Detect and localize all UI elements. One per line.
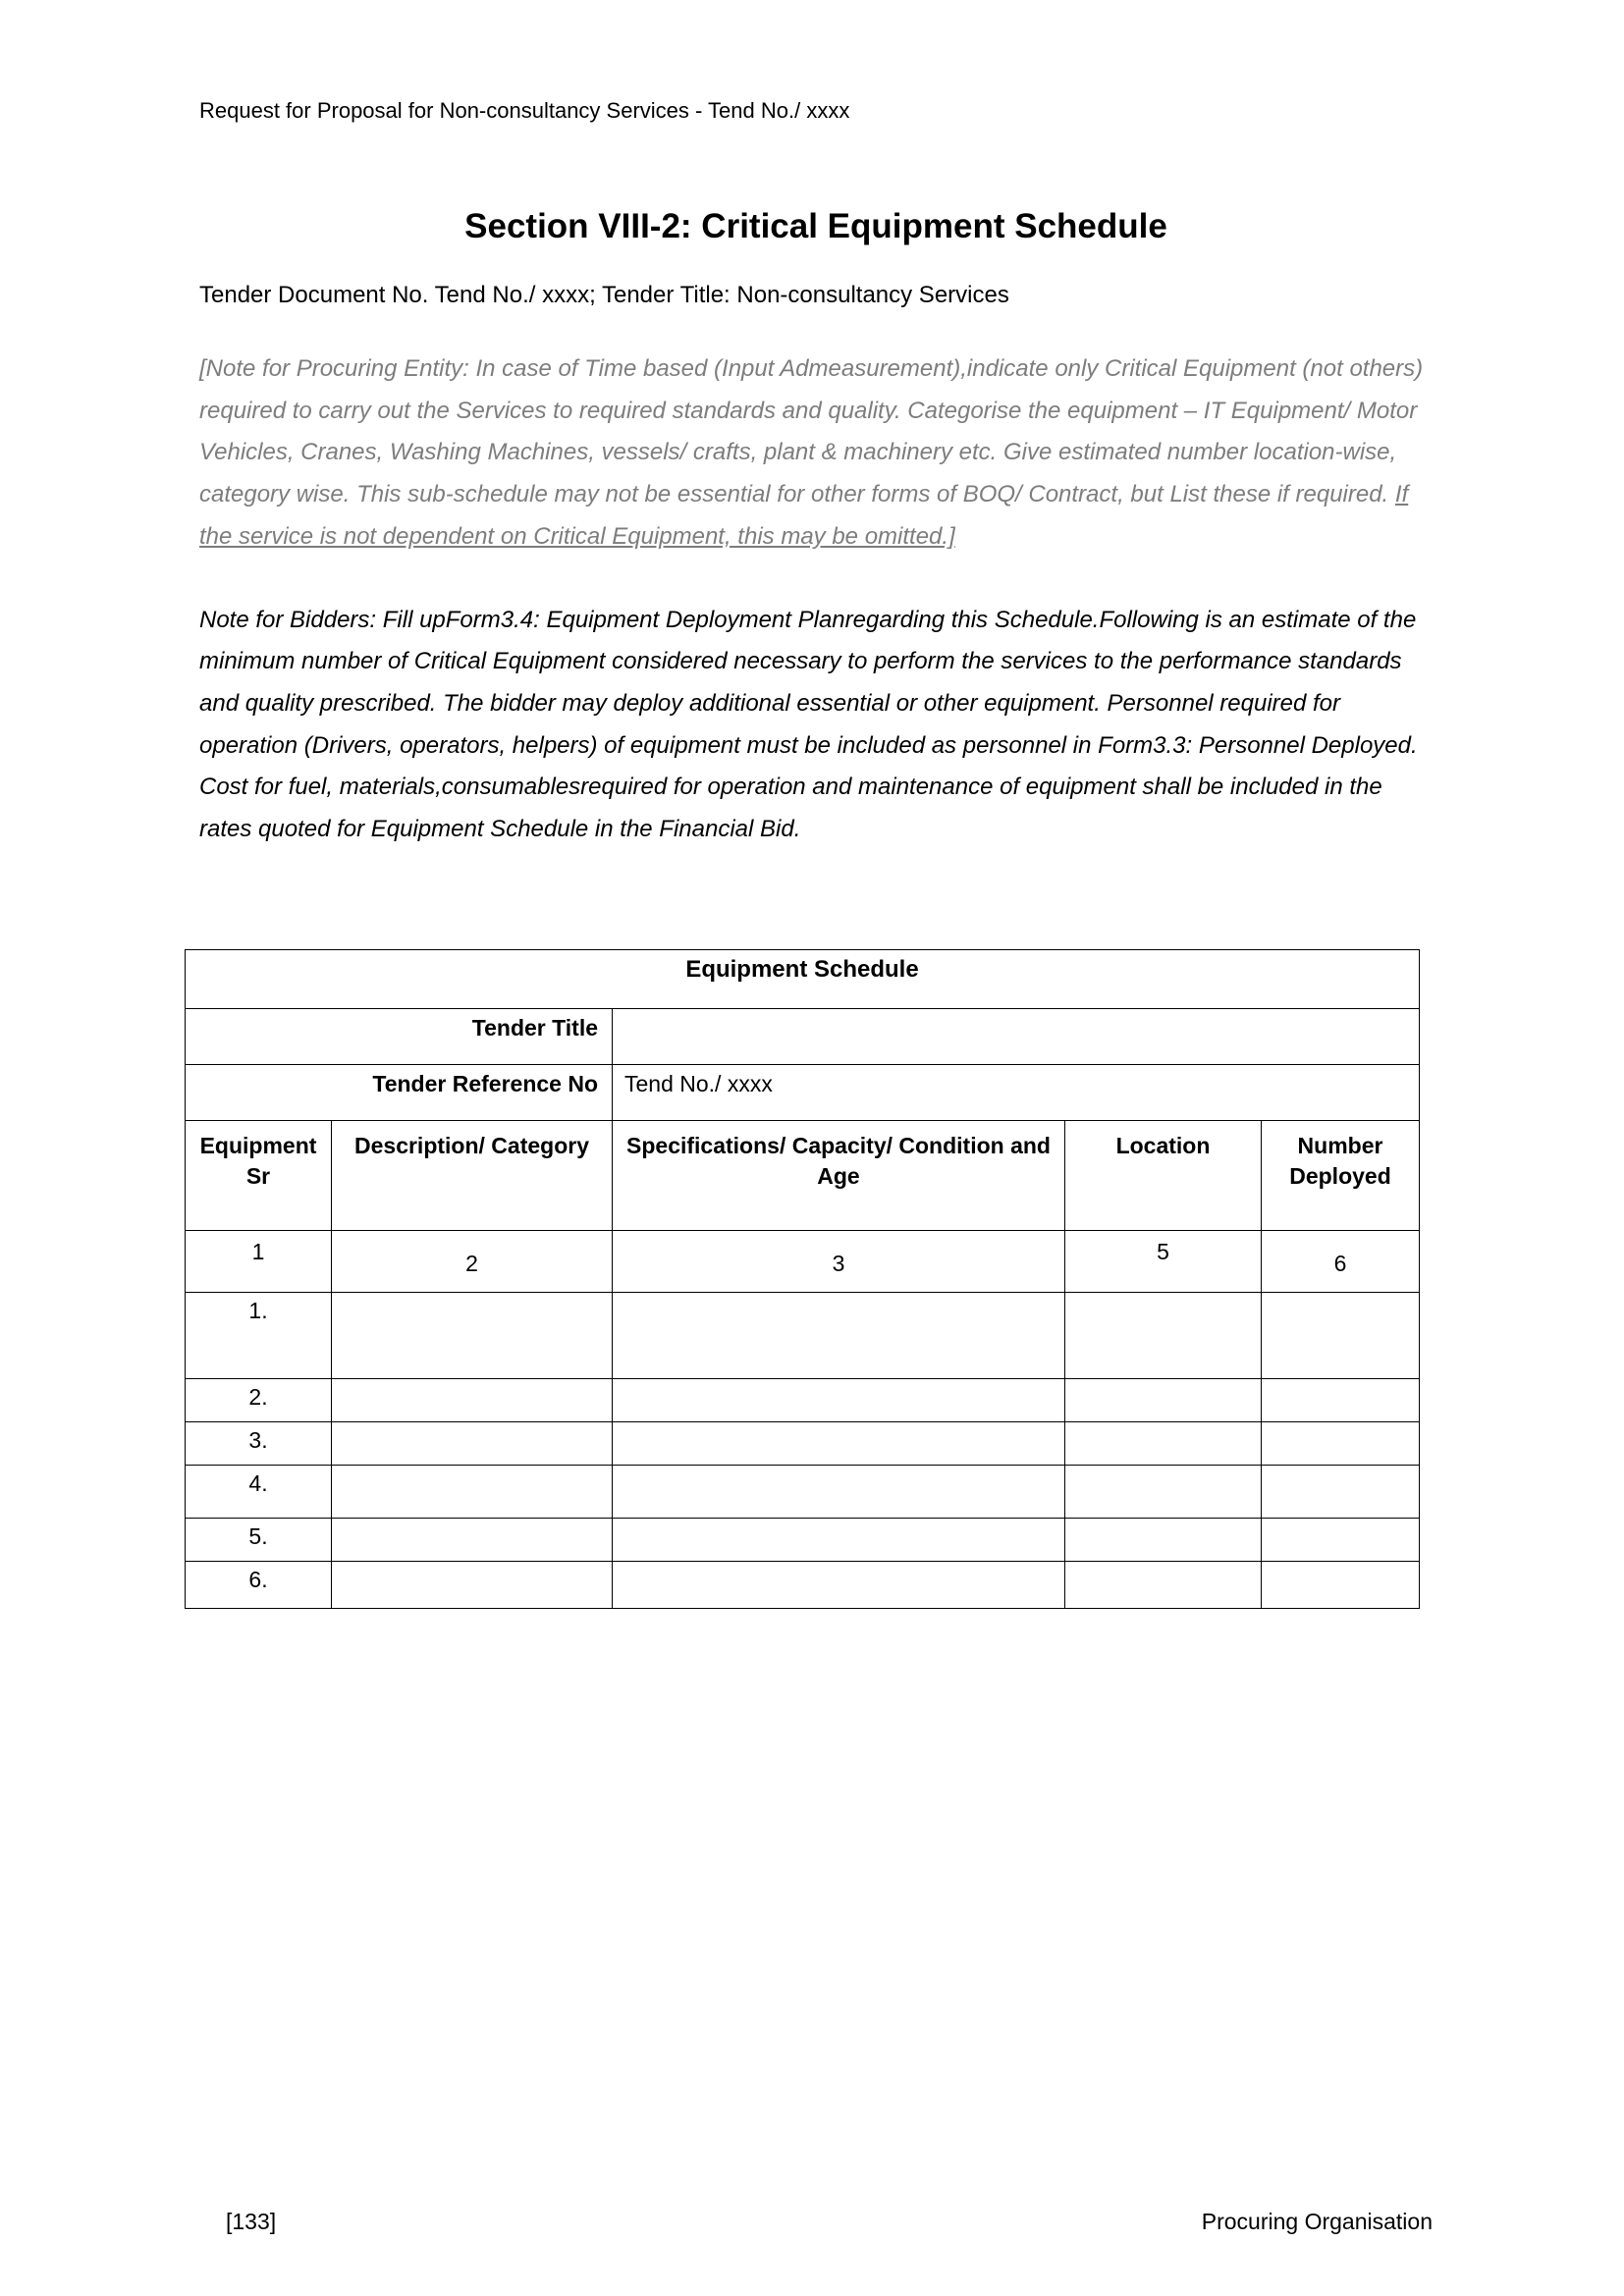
procuring-note-underlined-text: If the service is not dependent on Critical Equipment, this may be omitted.] xyxy=(199,481,1409,550)
column-header-description-category: Description/ Category xyxy=(332,1120,613,1230)
tender-title-row xyxy=(186,1008,1420,1064)
column-number: 3 xyxy=(613,1230,1065,1292)
column-header-number-deployed: Number Deployed xyxy=(1262,1120,1420,1230)
running-header: Request for Proposal for Non-consultancy Services - Tend No./ xxxx xyxy=(199,98,850,123)
tender-title-value xyxy=(613,1008,1420,1064)
tender-reference-value: Tend No./ xxxx xyxy=(613,1064,1420,1120)
column-number: 5 xyxy=(1065,1230,1262,1292)
row-number-cell: 5. xyxy=(186,1518,332,1561)
empty-cell xyxy=(332,1465,613,1518)
table-row xyxy=(186,1421,1420,1465)
row-number-cell: 6. xyxy=(186,1561,332,1608)
page-footer xyxy=(185,2209,1433,2235)
table-title-row xyxy=(186,949,1420,1008)
footer-page-number: [133] xyxy=(226,2209,277,2234)
empty-cell xyxy=(332,1518,613,1561)
equipment-schedule-table xyxy=(185,949,1420,1609)
empty-cell xyxy=(1065,1378,1262,1421)
empty-cell xyxy=(1262,1292,1420,1378)
row-number-cell: 1. xyxy=(186,1292,332,1378)
empty-cell xyxy=(613,1421,1065,1465)
empty-cell xyxy=(613,1518,1065,1561)
tender-title-label: Tender Title xyxy=(186,1008,613,1064)
empty-cell xyxy=(332,1292,613,1378)
empty-cell xyxy=(332,1378,613,1421)
empty-cell xyxy=(1262,1518,1420,1561)
column-header-row xyxy=(186,1120,1420,1230)
table-row xyxy=(186,1465,1420,1518)
procuring-note-text: [Note for Procuring Entity: In case of Time based (Input Admeasurement),indicate only Critical Equipment (not others) required to carry out the Services to required standards and quality. Categorise the equipment – IT Equipment/ Motor Vehicles, Cranes, Washing Machines, vessels/ crafts, plant & machinery etc. Give estimated number location-wise, category wise. This sub-schedule may not be essential for other forms of BOQ/ Contract, but List these if required. xyxy=(199,355,1424,508)
table-row xyxy=(186,1292,1420,1378)
column-number: 2 xyxy=(332,1230,613,1292)
table-row xyxy=(186,1378,1420,1421)
empty-cell xyxy=(1065,1421,1262,1465)
procuring-entity-note xyxy=(199,348,1433,559)
row-number-cell: 2. xyxy=(186,1378,332,1421)
column-header-location: Location xyxy=(1065,1120,1262,1230)
row-number-cell: 4. xyxy=(186,1465,332,1518)
column-header-specifications: Specifications/ Capacity/ Condition and Age xyxy=(613,1120,1065,1230)
footer-org-name: Procuring Organisation xyxy=(1201,2209,1433,2234)
bidders-note: Note for Bidders: Fill upForm3.4: Equipment Deployment Planregarding this Schedule.Following is an estimate of the minimum number of Critical Equipment considered necessary to perform the services to the performance standards and quality prescribed. The bidder may deploy additional essential or other equipment. Personnel required for operation (Drivers, operators, helpers) of equipment must be included as personnel in Form3.3: Personnel Deployed. Cost for fuel, materials,consumablesrequired for operation and maintenance of equipment shall be included in the rates quoted for Equipment Schedule in the Financial Bid. xyxy=(199,606,1418,843)
empty-cell xyxy=(332,1561,613,1608)
empty-cell xyxy=(1065,1292,1262,1378)
tender-reference-row xyxy=(186,1064,1420,1120)
column-header-equipment-sr: Equipment Sr xyxy=(186,1120,332,1230)
section-title: Section VIII-2: Critical Equipment Schedule xyxy=(464,207,1167,245)
empty-cell xyxy=(1065,1518,1262,1561)
empty-cell xyxy=(613,1465,1065,1518)
column-number-row xyxy=(186,1230,1420,1292)
column-number: 6 xyxy=(1262,1230,1420,1292)
tender-reference-label: Tender Reference No xyxy=(186,1064,613,1120)
tender-subtitle: Tender Document No. Tend No./ xxxx; Tender Title: Non-consultancy Services xyxy=(199,282,1009,308)
empty-cell xyxy=(1262,1465,1420,1518)
empty-cell xyxy=(1262,1561,1420,1608)
empty-cell xyxy=(613,1292,1065,1378)
empty-cell xyxy=(1065,1465,1262,1518)
empty-cell xyxy=(613,1378,1065,1421)
table-title: Equipment Schedule xyxy=(186,949,1420,1008)
empty-cell xyxy=(613,1561,1065,1608)
row-number-cell: 3. xyxy=(186,1421,332,1465)
empty-cell xyxy=(1065,1561,1262,1608)
column-number: 1 xyxy=(186,1230,332,1292)
empty-cell xyxy=(1262,1421,1420,1465)
empty-cell xyxy=(1262,1378,1420,1421)
table-row xyxy=(186,1561,1420,1608)
empty-cell xyxy=(332,1421,613,1465)
table-row xyxy=(186,1518,1420,1561)
